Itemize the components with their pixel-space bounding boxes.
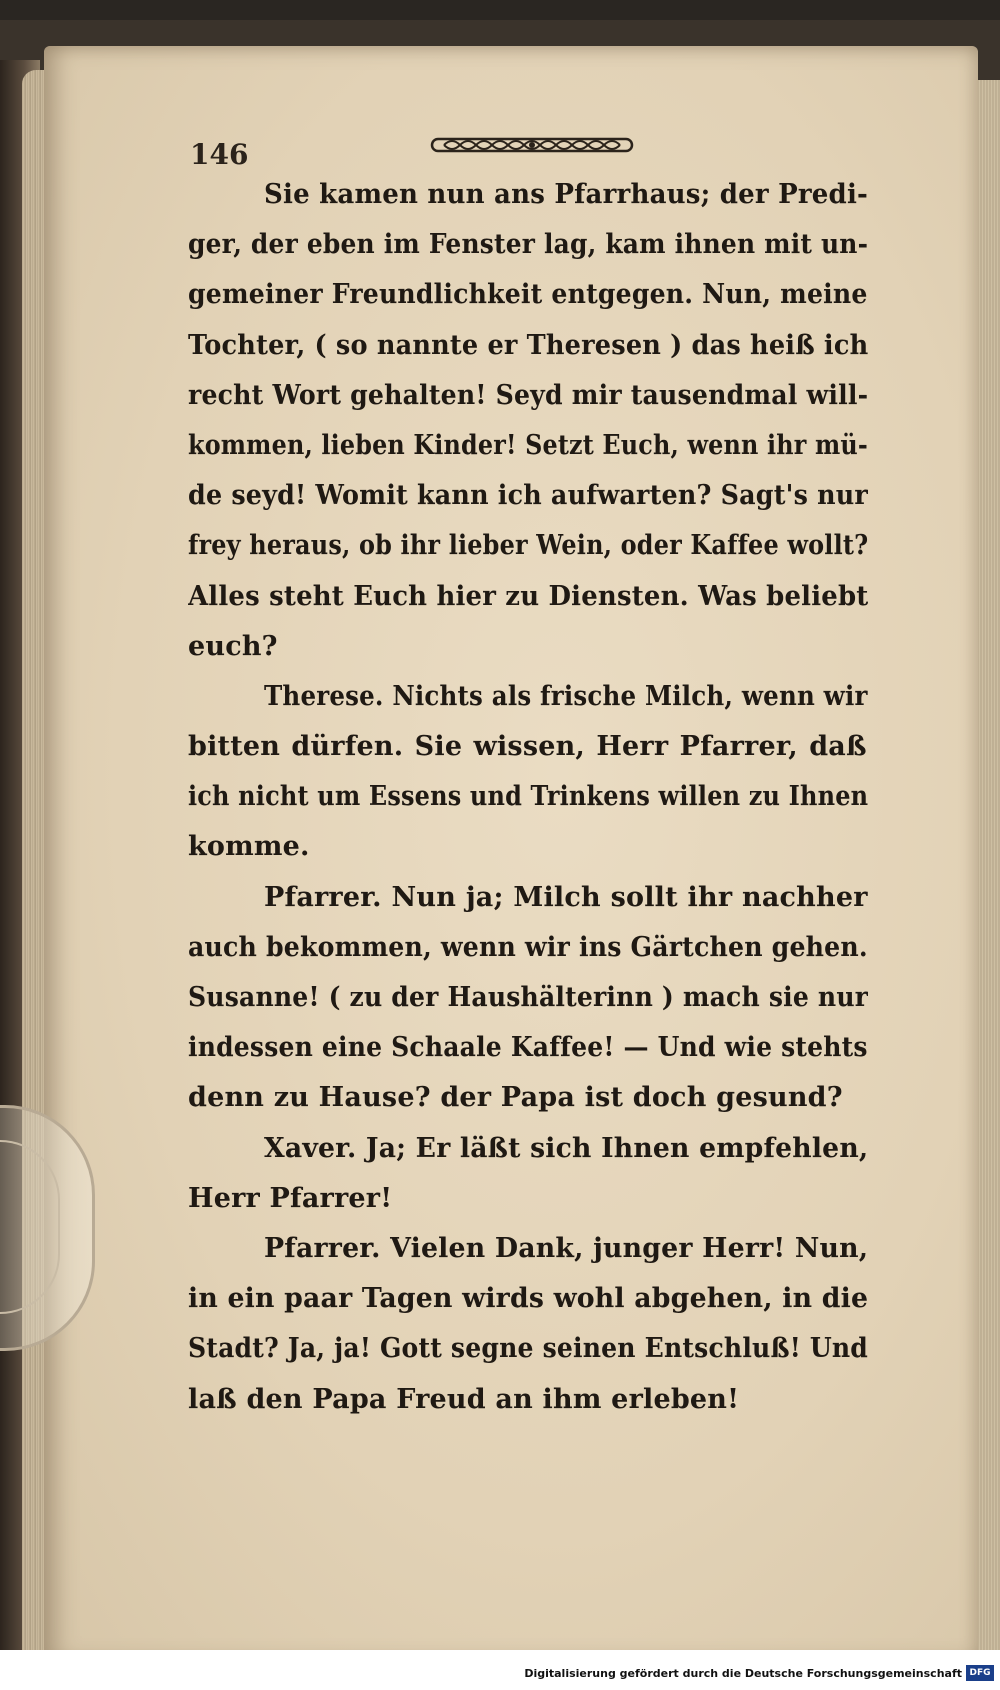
text-line-content: Tochter, ( so nannte er Theresen ) das heiß ich xyxy=(188,329,868,361)
text-line xyxy=(188,722,868,772)
text-line-content: Susanne! ( zu der Haushälterinn ) mach sie nur xyxy=(188,982,868,1013)
text-line xyxy=(188,1274,868,1324)
text-line xyxy=(188,321,868,371)
text-line-content: kommen, lieben Kinder! Setzt Euch, wenn ihr mü- xyxy=(188,429,868,461)
text-line-content: Stadt? Ja, ja! Gott segne seinen Entschluß! Und xyxy=(188,1333,868,1365)
text-line-content: komme. xyxy=(188,831,310,863)
text-line-content: Herr Pfarrer! xyxy=(188,1182,393,1214)
text-line-content: de seyd! Womit kann ich aufwarten? Sagt's nur xyxy=(188,480,868,512)
text-line-content: frey heraus, ob ihr lieber Wein, oder Kaffee wollt? xyxy=(188,530,868,562)
text-line-content: Xaver. Ja; Er läßt sich Ihnen empfehlen, xyxy=(264,1132,868,1164)
text-line-content: Pfarrer. Nun ja; Milch sollt ihr nachher xyxy=(264,881,868,913)
text-line-content: indessen eine Schaale Kaffee! — Und wie stehts xyxy=(188,1032,868,1064)
text-line xyxy=(188,973,868,1023)
dfg-logo-icon: DFG xyxy=(966,1665,994,1681)
ornament-header-icon xyxy=(430,132,634,156)
text-line xyxy=(188,1375,868,1425)
text-line xyxy=(188,1324,868,1374)
text-line xyxy=(188,873,868,923)
text-line xyxy=(188,1073,868,1123)
text-line xyxy=(188,421,868,471)
text-line xyxy=(188,270,868,320)
text-line xyxy=(188,220,868,270)
text-line xyxy=(188,521,868,571)
text-line xyxy=(188,923,868,973)
text-line-content: euch? xyxy=(188,630,278,662)
page-number: 146 xyxy=(190,138,249,171)
text-line xyxy=(188,371,868,421)
text-line-content: Pfarrer. Vielen Dank, junger Herr! Nun, xyxy=(264,1232,868,1264)
text-line xyxy=(188,822,868,872)
text-line xyxy=(188,1174,868,1224)
text-line-content: gemeiner Freundlichkeit entgegen. Nun, meine xyxy=(188,279,868,311)
text-line-content: in ein paar Tagen wirds wohl abgehen, in die xyxy=(188,1283,868,1315)
text-line-content: Therese. Nichts als frische Milch, wenn wir xyxy=(264,680,868,712)
text-line xyxy=(188,772,868,822)
book-scan xyxy=(0,20,1000,1650)
text-line xyxy=(188,672,868,722)
right-page-edges xyxy=(978,80,1000,1670)
text-line-content: ich nicht um Essens und Trinkens willen zu Ihnen xyxy=(188,781,868,813)
page-text xyxy=(188,170,868,1425)
text-line xyxy=(188,471,868,521)
text-line-content: Alles steht Euch hier zu Diensten. Was beliebt xyxy=(188,580,868,612)
text-line-content: ger, der eben im Fenster lag, kam ihnen mit un- xyxy=(188,229,868,261)
footer-bar xyxy=(0,1650,1000,1690)
text-line-content: recht Wort gehalten! Seyd mir tausendmal will- xyxy=(188,379,868,411)
footer-credit: Digitalisierung gefördert durch die Deutsche Forschungsgemeinschaft xyxy=(524,1667,962,1680)
text-line xyxy=(188,1124,868,1174)
text-line-content: auch bekommen, wenn wir ins Gärtchen gehen. xyxy=(188,931,868,963)
text-line xyxy=(188,622,868,672)
text-line xyxy=(188,572,868,622)
text-line-content: bitten dürfen. Sie wissen, Herr Pfarrer, daß xyxy=(188,731,867,763)
text-line xyxy=(188,1023,868,1073)
text-line-content: denn zu Hause? der Papa ist doch gesund? xyxy=(188,1082,843,1114)
text-line xyxy=(188,170,868,220)
text-line-content: Sie kamen nun ans Pfarrhaus; der Predi- xyxy=(264,179,868,210)
text-line xyxy=(188,1224,868,1274)
text-line-content: laß den Papa Freud an ihm erleben! xyxy=(188,1383,740,1415)
